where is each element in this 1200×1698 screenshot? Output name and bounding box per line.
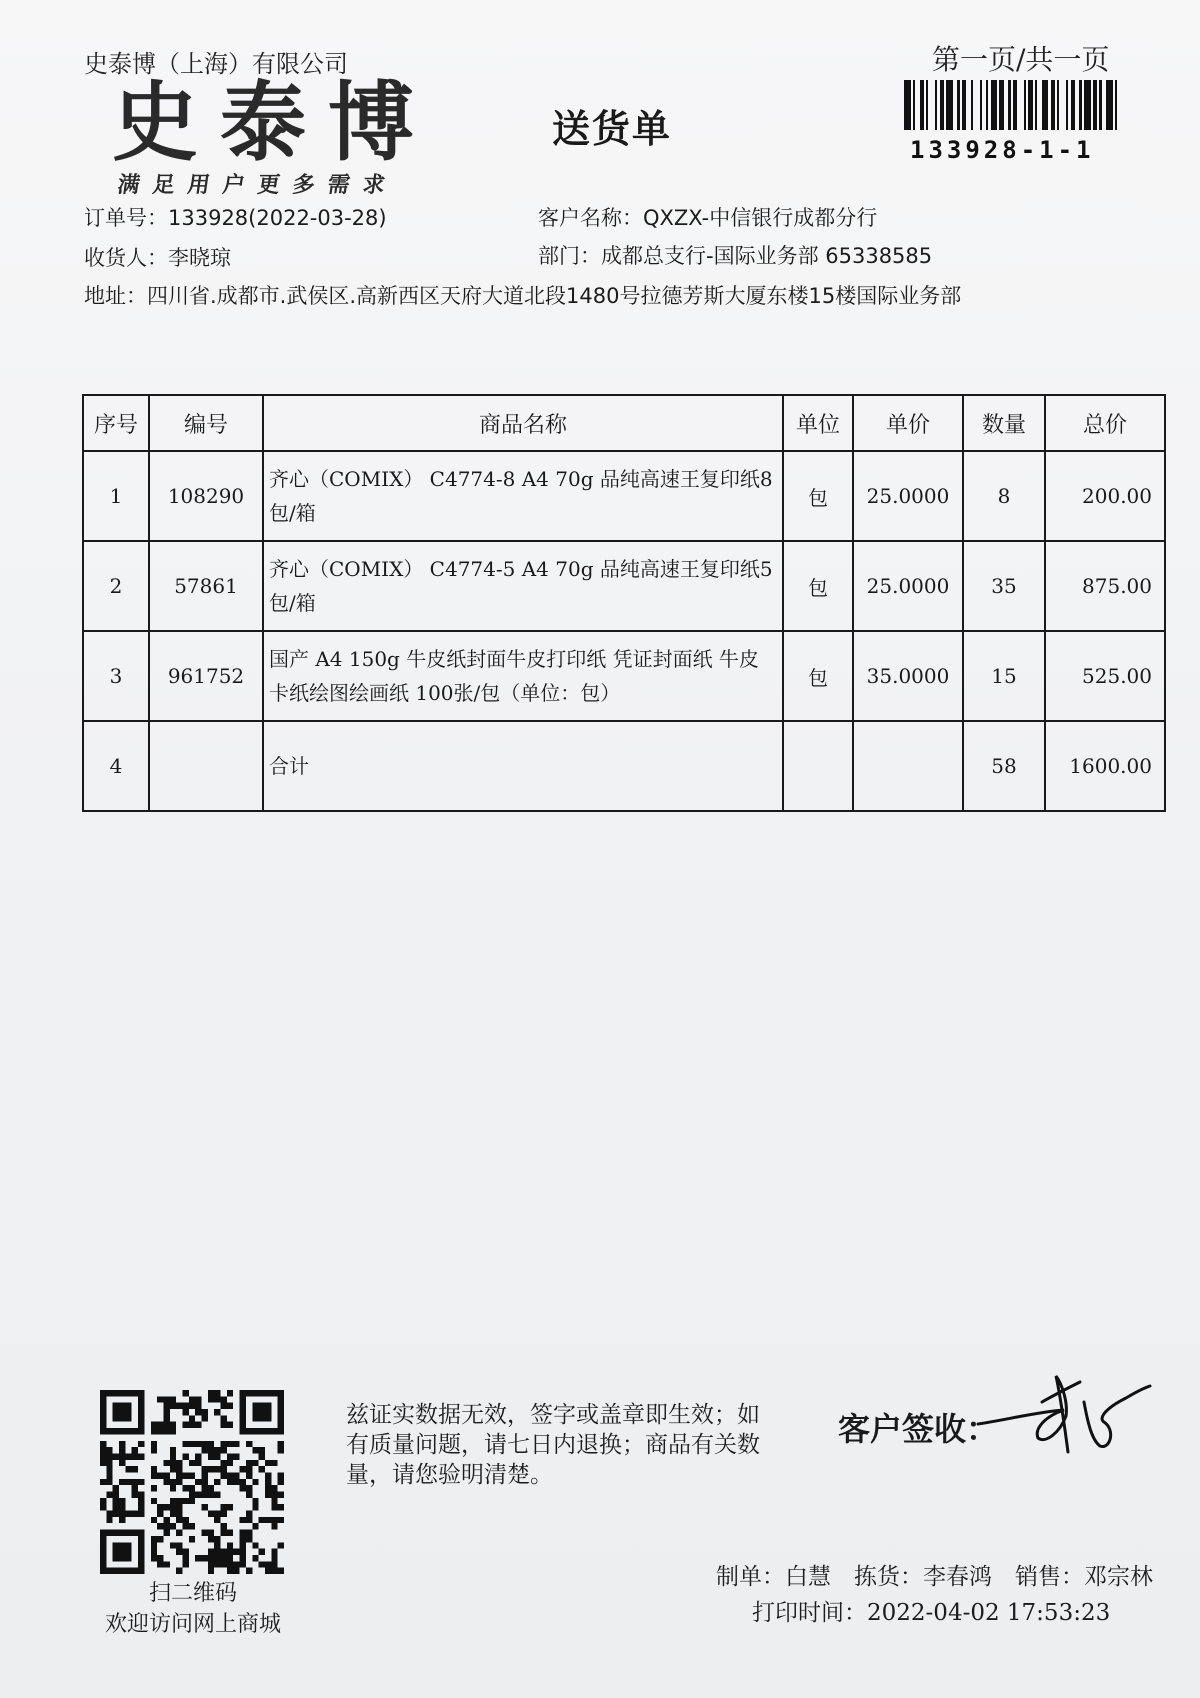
cell-unit-price xyxy=(853,721,963,811)
qr-code xyxy=(100,1390,284,1574)
print-time: 打印时间：2022-04-02 17:53:23 xyxy=(752,1600,1111,1626)
cell-unit xyxy=(783,721,853,811)
order-number: 订单号：133928(2022-03-28) xyxy=(84,206,387,230)
table-row xyxy=(83,451,1165,541)
header-total: 总价 xyxy=(1045,395,1165,451)
barcode xyxy=(904,80,1122,130)
cell-quantity: 8 xyxy=(963,451,1045,541)
receiver: 收货人：李晓琼 xyxy=(84,246,231,270)
notice-text: 兹证实数据无效，签字或盖章即生效；如有质量问题，请七日内退换；商品有关数量，请您验明清楚。 xyxy=(346,1402,760,1488)
cell-quantity: 15 xyxy=(963,631,1045,721)
header-unit-price: 单价 xyxy=(853,395,963,451)
cell-seq: 2 xyxy=(83,541,149,631)
header-code: 编号 xyxy=(149,395,263,451)
cell-product-name: 齐心（COMIX） C4774-5 A4 70g 品纯高速王复印纸5包/箱 xyxy=(263,541,783,631)
handwritten-signature xyxy=(976,1372,1152,1456)
cell-code: 961752 xyxy=(149,631,263,721)
cell-total: 200.00 xyxy=(1045,451,1165,541)
items-table xyxy=(82,394,1166,812)
cell-seq: 3 xyxy=(83,631,149,721)
cell-grand-total: 1600.00 xyxy=(1045,721,1165,811)
cell-unit-price: 25.0000 xyxy=(853,541,963,631)
table-row xyxy=(83,541,1165,631)
cell-total-label: 合计 xyxy=(263,721,783,811)
cell-code: 108290 xyxy=(149,451,263,541)
table-header-row xyxy=(83,395,1165,451)
cell-code xyxy=(149,721,263,811)
cell-unit: 包 xyxy=(783,631,853,721)
page-indicator: 第一页/共一页 xyxy=(932,43,1110,76)
address: 地址：四川省.成都市.武侯区.高新西区天府大道北段1480号拉德芳斯大厦东楼15楼国际业务部 xyxy=(84,284,962,308)
cell-seq: 4 xyxy=(83,721,149,811)
header-seq: 序号 xyxy=(83,395,149,451)
company-name: 史泰博（上海）有限公司 xyxy=(84,50,348,78)
department: 部门：成都总支行-国际业务部 65338585 xyxy=(538,244,933,268)
cell-unit-price: 35.0000 xyxy=(853,631,963,721)
brand-slogan: 满足用户更多需求 xyxy=(115,173,400,198)
table-row-total xyxy=(83,721,1165,811)
barcode-number: 133928-1-1 xyxy=(910,136,1095,164)
qr-caption xyxy=(88,1578,298,1640)
table-row xyxy=(83,631,1165,721)
customer-sign-label: 客户签收： xyxy=(838,1410,999,1448)
cell-quantity: 35 xyxy=(963,541,1045,631)
document-title: 送货单 xyxy=(552,107,673,151)
cell-code: 57861 xyxy=(149,541,263,631)
cell-unit: 包 xyxy=(783,451,853,541)
header-unit: 单位 xyxy=(783,395,853,451)
staff-info: 制单：白慧 拣货：李春鸿 销售：邓宗林 xyxy=(716,1564,1153,1590)
header-product-name: 商品名称 xyxy=(263,395,783,451)
qr-caption-welcome: 欢迎访问网上商城 xyxy=(104,1612,281,1637)
cell-seq: 1 xyxy=(83,451,149,541)
cell-unit: 包 xyxy=(783,541,853,631)
header-quantity: 数量 xyxy=(963,395,1045,451)
cell-product-name: 齐心（COMIX） C4774-8 A4 70g 品纯高速王复印纸8包/箱 xyxy=(263,451,783,541)
qr-caption-scan: 扫二维码 xyxy=(148,1581,237,1606)
customer-name: 客户名称：QXZX-中信银行成都分行 xyxy=(538,206,878,230)
cell-unit-price: 25.0000 xyxy=(853,451,963,541)
brand-logo: 史泰博 xyxy=(112,73,436,173)
cell-quantity-sum: 58 xyxy=(963,721,1045,811)
cell-product-name: 国产 A4 150g 牛皮纸封面牛皮打印纸 凭证封面纸 牛皮卡纸绘图绘画纸 100张/包（单位：包） xyxy=(263,631,783,721)
cell-total: 525.00 xyxy=(1045,631,1165,721)
cell-total: 875.00 xyxy=(1045,541,1165,631)
